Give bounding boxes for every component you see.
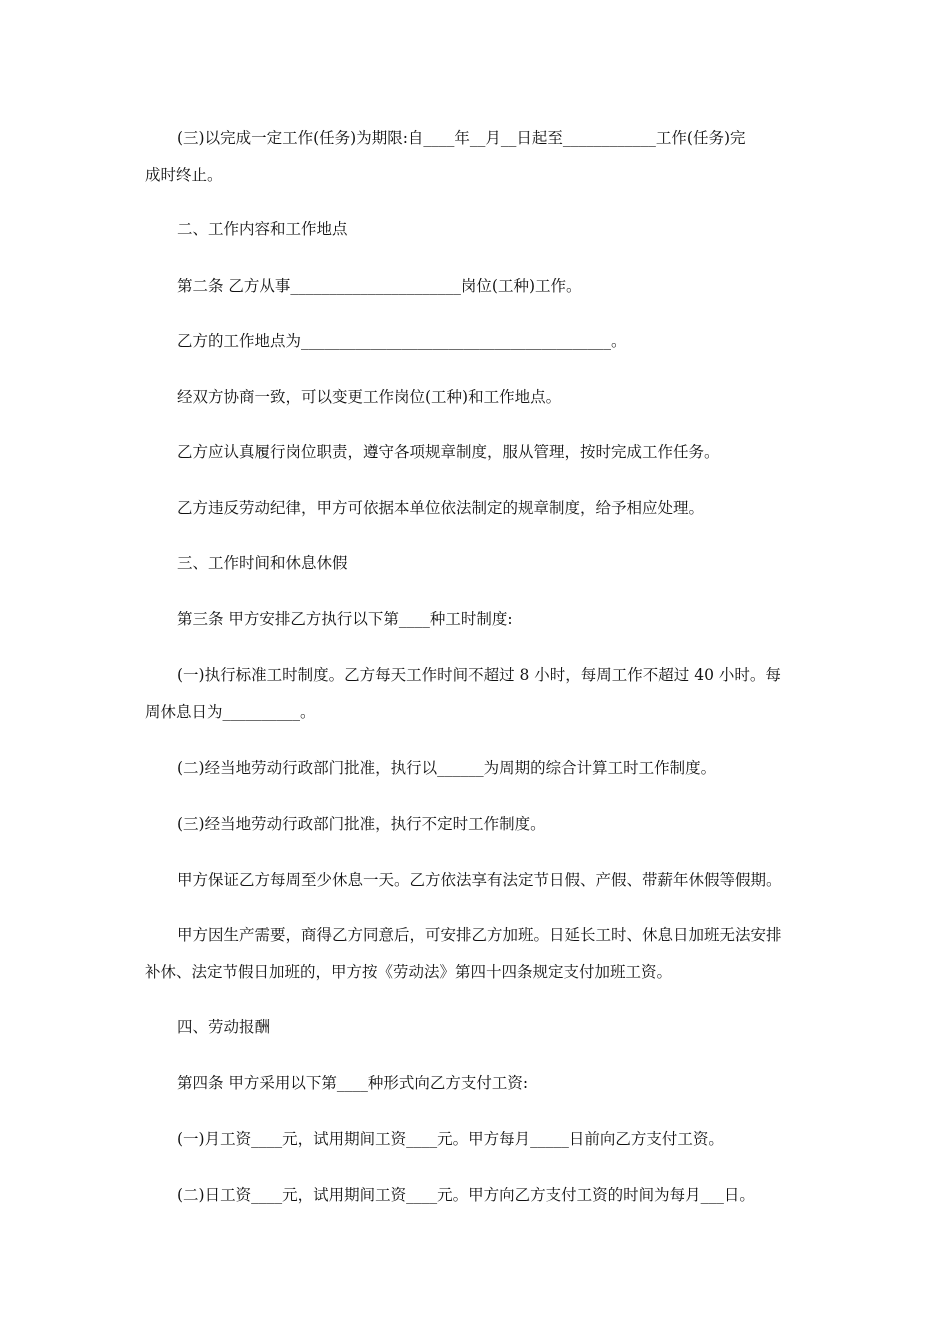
paragraph-line: 经双方协商一致，可以变更工作岗位(工种)和工作地点。 (177, 388, 562, 406)
paragraph-line: 周休息日为__________。 (145, 703, 316, 721)
paragraph-line: 乙方应认真履行岗位职责，遵守各项规章制度，服从管理，按时完成工作任务。 (177, 443, 720, 461)
paragraph-line: (三)经当地劳动行政部门批准，执行不定时工作制度。 (177, 815, 546, 833)
paragraph-line: 甲方因生产需要，商得乙方同意后，可安排乙方加班。日延长工时、休息日加班无法安排 (177, 926, 782, 944)
paragraph-line: 乙方违反劳动纪律，甲方可依据本单位依法制定的规章制度，给予相应处理。 (177, 499, 705, 517)
paragraph-line: 甲方保证乙方每周至少休息一天。乙方依法享有法定节日假、产假、带薪年休假等假期。 (177, 871, 782, 889)
paragraph-line: (一)月工资____元，试用期间工资____元。甲方每月_____日前向乙方支付工资。 (177, 1130, 724, 1148)
paragraph-line: (一)执行标准工时制度。乙方每天工作时间不超过 8 小时，每周工作不超过 40 小时。每 (177, 666, 781, 684)
paragraph-line: 成时终止。 (145, 166, 223, 184)
paragraph-line: 第四条 甲方采用以下第____种形式向乙方支付工资: (177, 1074, 529, 1092)
paragraph-line: 第三条 甲方安排乙方执行以下第____种工时制度: (177, 610, 513, 628)
paragraph-line: (二)经当地劳动行政部门批准，执行以______为周期的综合计算工时工作制度。 (177, 759, 717, 777)
paragraph-line: 补休、法定节假日加班的，甲方按《劳动法》第四十四条规定支付加班工资。 (145, 963, 673, 981)
section-heading: 三、工作时间和休息休假 (177, 554, 348, 572)
paragraph-line: 第二条 乙方从事______________________岗位(工种)工作。 (177, 277, 582, 295)
section-heading: 二、工作内容和工作地点 (177, 220, 348, 238)
paragraph-line: (三)以完成一定工作(任务)为期限:自____年__月__日起至____________工作(任务)完 (177, 129, 746, 147)
section-heading: 四、劳动报酬 (177, 1018, 271, 1036)
paragraph-line: 乙方的工作地点为________________________________________。 (177, 332, 627, 350)
paragraph-line: (二)日工资____元，试用期间工资____元。甲方向乙方支付工资的时间为每月___日。 (177, 1186, 755, 1204)
